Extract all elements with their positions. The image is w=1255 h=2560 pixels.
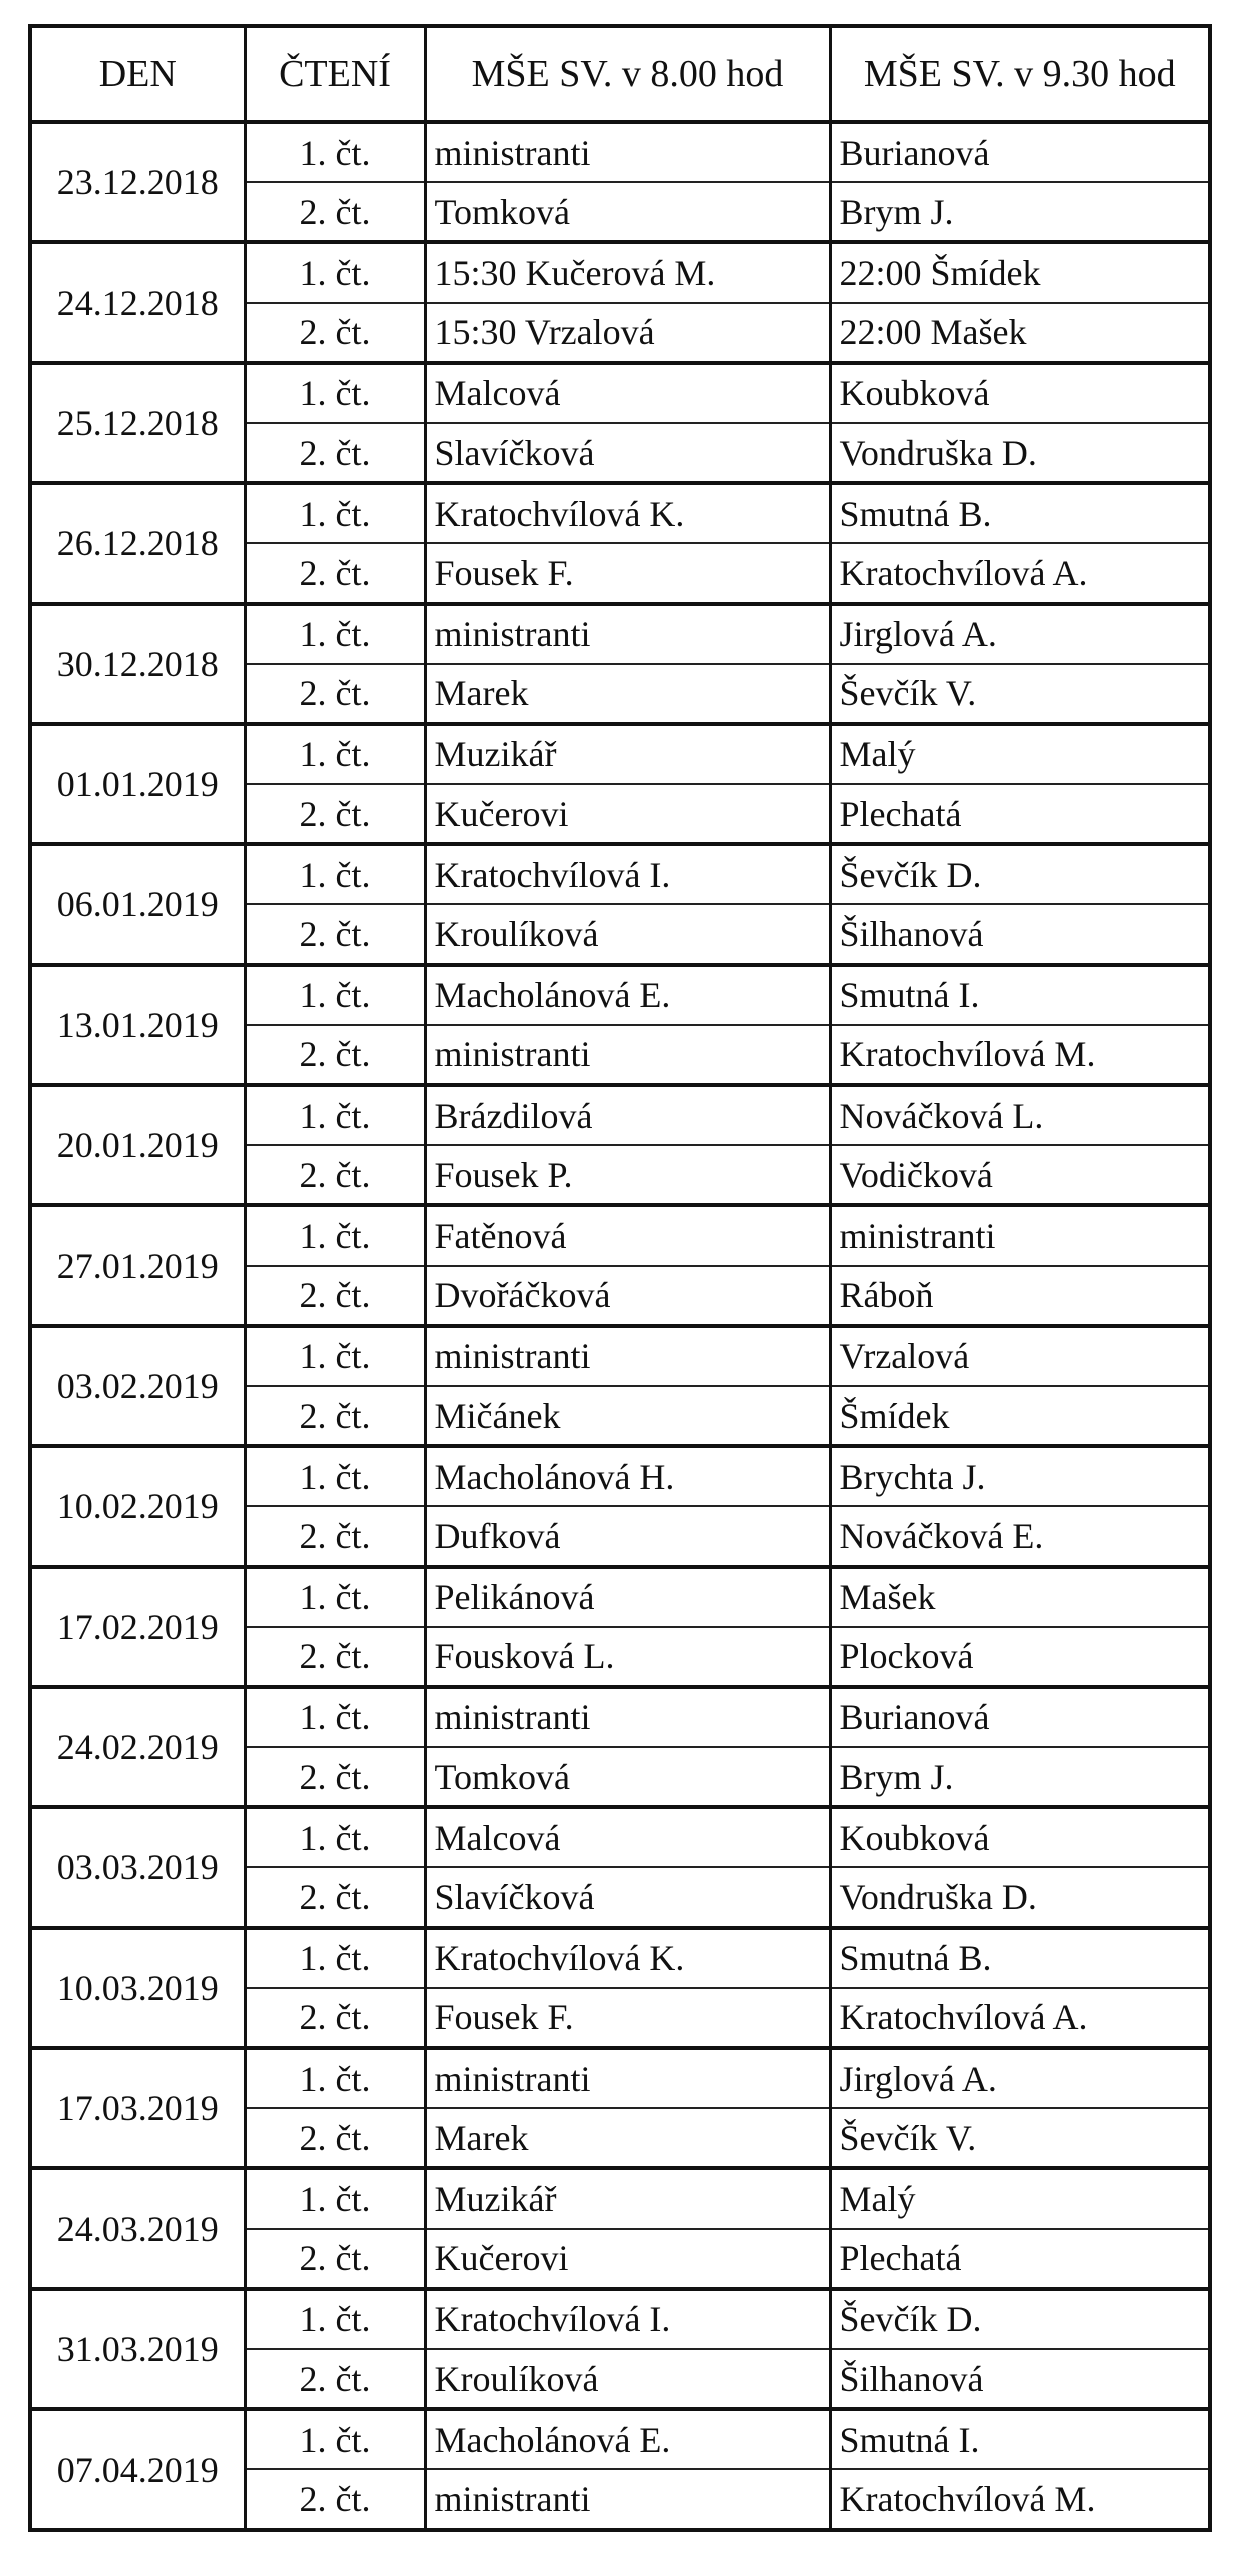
reader-mass-8: Malcová bbox=[425, 1807, 830, 1867]
reading-label: 1. čt. bbox=[245, 363, 425, 423]
date-cell: 17.03.2019 bbox=[30, 2048, 245, 2168]
reader-mass-930: Vondruška D. bbox=[830, 423, 1210, 483]
reader-mass-8: Dvořáčková bbox=[425, 1266, 830, 1326]
table-row bbox=[30, 604, 1210, 664]
reading-label: 2. čt. bbox=[245, 1747, 425, 1807]
table-row bbox=[30, 122, 1210, 182]
reader-mass-930: Šmídek bbox=[830, 1386, 1210, 1446]
date-cell: 24.02.2019 bbox=[30, 1687, 245, 1807]
reading-label: 2. čt. bbox=[245, 784, 425, 844]
date-cell: 17.02.2019 bbox=[30, 1567, 245, 1687]
reading-label: 1. čt. bbox=[245, 2168, 425, 2228]
date-cell: 07.04.2019 bbox=[30, 2409, 245, 2530]
date-cell: 25.12.2018 bbox=[30, 363, 245, 483]
table-row bbox=[30, 242, 1210, 302]
reading-label: 2. čt. bbox=[245, 1025, 425, 1085]
reading-label: 1. čt. bbox=[245, 965, 425, 1025]
reader-mass-930: Brychta J. bbox=[830, 1446, 1210, 1506]
reader-mass-8: ministranti bbox=[425, 1025, 830, 1085]
reading-label: 1. čt. bbox=[245, 1928, 425, 1988]
date-cell: 27.01.2019 bbox=[30, 1205, 245, 1325]
reader-mass-8: Marek bbox=[425, 664, 830, 724]
reader-mass-930: 22:00 Šmídek bbox=[830, 242, 1210, 302]
reader-mass-930: Burianová bbox=[830, 1687, 1210, 1747]
reading-label: 2. čt. bbox=[245, 543, 425, 603]
table-row bbox=[30, 2409, 1210, 2469]
reader-mass-930: Ševčík D. bbox=[830, 2289, 1210, 2349]
reading-label: 1. čt. bbox=[245, 1326, 425, 1386]
reader-mass-930: Vodičková bbox=[830, 1145, 1210, 1205]
table-row bbox=[30, 363, 1210, 423]
reader-mass-8: ministranti bbox=[425, 122, 830, 182]
reader-mass-8: Macholánová E. bbox=[425, 2409, 830, 2469]
reader-mass-8: Muzikář bbox=[425, 2168, 830, 2228]
reader-mass-930: Šilhanová bbox=[830, 2349, 1210, 2409]
reading-label: 2. čt. bbox=[245, 1988, 425, 2048]
reading-label: 2. čt. bbox=[245, 1506, 425, 1566]
reader-mass-8: Fousek F. bbox=[425, 1988, 830, 2048]
date-cell: 24.03.2019 bbox=[30, 2168, 245, 2288]
date-cell: 20.01.2019 bbox=[30, 1085, 245, 1205]
table-row bbox=[30, 2289, 1210, 2349]
reader-mass-930: Nováčková L. bbox=[830, 1085, 1210, 1145]
reader-mass-930: Vondruška D. bbox=[830, 1867, 1210, 1927]
schedule-sheet bbox=[28, 24, 1208, 2532]
reader-mass-8: Macholánová H. bbox=[425, 1446, 830, 1506]
table-row bbox=[30, 2048, 1210, 2108]
reading-label: 2. čt. bbox=[245, 2108, 425, 2168]
reader-mass-8: Marek bbox=[425, 2108, 830, 2168]
date-cell: 26.12.2018 bbox=[30, 483, 245, 603]
reader-mass-930: Vrzalová bbox=[830, 1326, 1210, 1386]
reader-mass-8: Slavíčková bbox=[425, 1867, 830, 1927]
reader-mass-930: Kratochvílová A. bbox=[830, 543, 1210, 603]
reader-mass-930: Smutná B. bbox=[830, 483, 1210, 543]
date-cell: 30.12.2018 bbox=[30, 604, 245, 724]
reader-mass-8: Fousková L. bbox=[425, 1627, 830, 1687]
table-row bbox=[30, 724, 1210, 784]
reader-mass-8: Mičánek bbox=[425, 1386, 830, 1446]
reader-mass-8: Fatěnová bbox=[425, 1205, 830, 1265]
date-cell: 23.12.2018 bbox=[30, 122, 245, 242]
reader-mass-8: Kučerovi bbox=[425, 784, 830, 844]
date-cell: 01.01.2019 bbox=[30, 724, 245, 844]
reading-label: 1. čt. bbox=[245, 1205, 425, 1265]
header-den: DEN bbox=[30, 26, 245, 122]
table-row bbox=[30, 1446, 1210, 1506]
reading-label: 2. čt. bbox=[245, 1627, 425, 1687]
reader-mass-8: Muzikář bbox=[425, 724, 830, 784]
reader-mass-8: Tomková bbox=[425, 1747, 830, 1807]
reading-label: 1. čt. bbox=[245, 122, 425, 182]
reader-mass-8: Dufková bbox=[425, 1506, 830, 1566]
reader-mass-8: 15:30 Vrzalová bbox=[425, 303, 830, 363]
reader-mass-8: ministranti bbox=[425, 604, 830, 664]
table-row bbox=[30, 2168, 1210, 2228]
reading-label: 2. čt. bbox=[245, 664, 425, 724]
reader-mass-930: Smutná I. bbox=[830, 2409, 1210, 2469]
reader-mass-8: Brázdilová bbox=[425, 1085, 830, 1145]
reader-mass-930: Plechatá bbox=[830, 2229, 1210, 2289]
reader-mass-930: Jirglová A. bbox=[830, 2048, 1210, 2108]
reading-label: 1. čt. bbox=[245, 483, 425, 543]
reader-mass-8: Pelikánová bbox=[425, 1567, 830, 1627]
reading-label: 1. čt. bbox=[245, 724, 425, 784]
reading-label: 1. čt. bbox=[245, 2048, 425, 2108]
reader-mass-8: Kratochvílová K. bbox=[425, 1928, 830, 1988]
reading-label: 2. čt. bbox=[245, 2349, 425, 2409]
header-row bbox=[30, 26, 1210, 122]
reading-label: 1. čt. bbox=[245, 1687, 425, 1747]
reader-mass-930: Ševčík V. bbox=[830, 2108, 1210, 2168]
reading-label: 1. čt. bbox=[245, 604, 425, 664]
reader-mass-930: Ráboň bbox=[830, 1266, 1210, 1326]
reader-mass-8: Tomková bbox=[425, 182, 830, 242]
reading-label: 1. čt. bbox=[245, 1085, 425, 1145]
reading-label: 2. čt. bbox=[245, 423, 425, 483]
reading-label: 2. čt. bbox=[245, 182, 425, 242]
reading-label: 2. čt. bbox=[245, 1867, 425, 1927]
reader-mass-8: Slavíčková bbox=[425, 423, 830, 483]
reader-mass-930: Ševčík V. bbox=[830, 664, 1210, 724]
reader-mass-8: ministranti bbox=[425, 2469, 830, 2530]
reader-mass-8: Kroulíková bbox=[425, 2349, 830, 2409]
reader-mass-930: ministranti bbox=[830, 1205, 1210, 1265]
reading-schedule-table bbox=[28, 24, 1212, 2532]
schedule-body bbox=[30, 122, 1210, 2530]
table-row bbox=[30, 844, 1210, 904]
reader-mass-8: Kučerovi bbox=[425, 2229, 830, 2289]
table-row bbox=[30, 1687, 1210, 1747]
reader-mass-8: ministranti bbox=[425, 1326, 830, 1386]
reading-label: 1. čt. bbox=[245, 1807, 425, 1867]
reader-mass-8: Malcová bbox=[425, 363, 830, 423]
reading-label: 2. čt. bbox=[245, 2469, 425, 2530]
reading-label: 2. čt. bbox=[245, 1386, 425, 1446]
date-cell: 03.02.2019 bbox=[30, 1326, 245, 1446]
date-cell: 10.03.2019 bbox=[30, 1928, 245, 2048]
reader-mass-8: 15:30 Kučerová M. bbox=[425, 242, 830, 302]
header-mse-8: MŠE SV. v 8.00 hod bbox=[425, 26, 830, 122]
reader-mass-930: Šilhanová bbox=[830, 904, 1210, 964]
table-row bbox=[30, 1567, 1210, 1627]
reader-mass-8: Kratochvílová I. bbox=[425, 844, 830, 904]
reading-label: 1. čt. bbox=[245, 242, 425, 302]
reader-mass-930: Nováčková E. bbox=[830, 1506, 1210, 1566]
table-row bbox=[30, 1928, 1210, 1988]
header-mse-930: MŠE SV. v 9.30 hod bbox=[830, 26, 1210, 122]
date-cell: 24.12.2018 bbox=[30, 242, 245, 362]
reading-label: 1. čt. bbox=[245, 1567, 425, 1627]
table-row bbox=[30, 1326, 1210, 1386]
date-cell: 13.01.2019 bbox=[30, 965, 245, 1085]
date-cell: 06.01.2019 bbox=[30, 844, 245, 964]
reader-mass-930: Malý bbox=[830, 2168, 1210, 2228]
date-cell: 31.03.2019 bbox=[30, 2289, 245, 2409]
reading-label: 1. čt. bbox=[245, 1446, 425, 1506]
table-row bbox=[30, 965, 1210, 1025]
table-row bbox=[30, 1807, 1210, 1867]
reading-label: 1. čt. bbox=[245, 2289, 425, 2349]
table-row bbox=[30, 1205, 1210, 1265]
reading-label: 2. čt. bbox=[245, 1266, 425, 1326]
reader-mass-930: Malý bbox=[830, 724, 1210, 784]
reader-mass-8: Kroulíková bbox=[425, 904, 830, 964]
reading-label: 1. čt. bbox=[245, 2409, 425, 2469]
reader-mass-930: Kratochvílová A. bbox=[830, 1988, 1210, 2048]
header-cteni: ČTENÍ bbox=[245, 26, 425, 122]
reader-mass-930: Jirglová A. bbox=[830, 604, 1210, 664]
reading-label: 1. čt. bbox=[245, 844, 425, 904]
reader-mass-930: Kratochvílová M. bbox=[830, 2469, 1210, 2530]
reader-mass-930: Smutná I. bbox=[830, 965, 1210, 1025]
reader-mass-930: 22:00 Mašek bbox=[830, 303, 1210, 363]
reader-mass-8: ministranti bbox=[425, 1687, 830, 1747]
reader-mass-930: Brym J. bbox=[830, 1747, 1210, 1807]
reader-mass-8: Fousek F. bbox=[425, 543, 830, 603]
reader-mass-8: ministranti bbox=[425, 2048, 830, 2108]
reader-mass-930: Brym J. bbox=[830, 182, 1210, 242]
reader-mass-8: Fousek P. bbox=[425, 1145, 830, 1205]
date-cell: 10.02.2019 bbox=[30, 1446, 245, 1566]
reader-mass-8: Kratochvílová K. bbox=[425, 483, 830, 543]
reader-mass-930: Smutná B. bbox=[830, 1928, 1210, 1988]
reader-mass-930: Koubková bbox=[830, 1807, 1210, 1867]
table-row bbox=[30, 1085, 1210, 1145]
reading-label: 2. čt. bbox=[245, 904, 425, 964]
table-row bbox=[30, 483, 1210, 543]
reader-mass-930: Burianová bbox=[830, 122, 1210, 182]
reader-mass-930: Plocková bbox=[830, 1627, 1210, 1687]
reading-label: 2. čt. bbox=[245, 2229, 425, 2289]
reader-mass-930: Mašek bbox=[830, 1567, 1210, 1627]
reader-mass-8: Macholánová E. bbox=[425, 965, 830, 1025]
date-cell: 03.03.2019 bbox=[30, 1807, 245, 1927]
reader-mass-930: Plechatá bbox=[830, 784, 1210, 844]
reader-mass-930: Koubková bbox=[830, 363, 1210, 423]
reader-mass-930: Kratochvílová M. bbox=[830, 1025, 1210, 1085]
reader-mass-8: Kratochvílová I. bbox=[425, 2289, 830, 2349]
reader-mass-930: Ševčík D. bbox=[830, 844, 1210, 904]
reading-label: 2. čt. bbox=[245, 303, 425, 363]
reading-label: 2. čt. bbox=[245, 1145, 425, 1205]
